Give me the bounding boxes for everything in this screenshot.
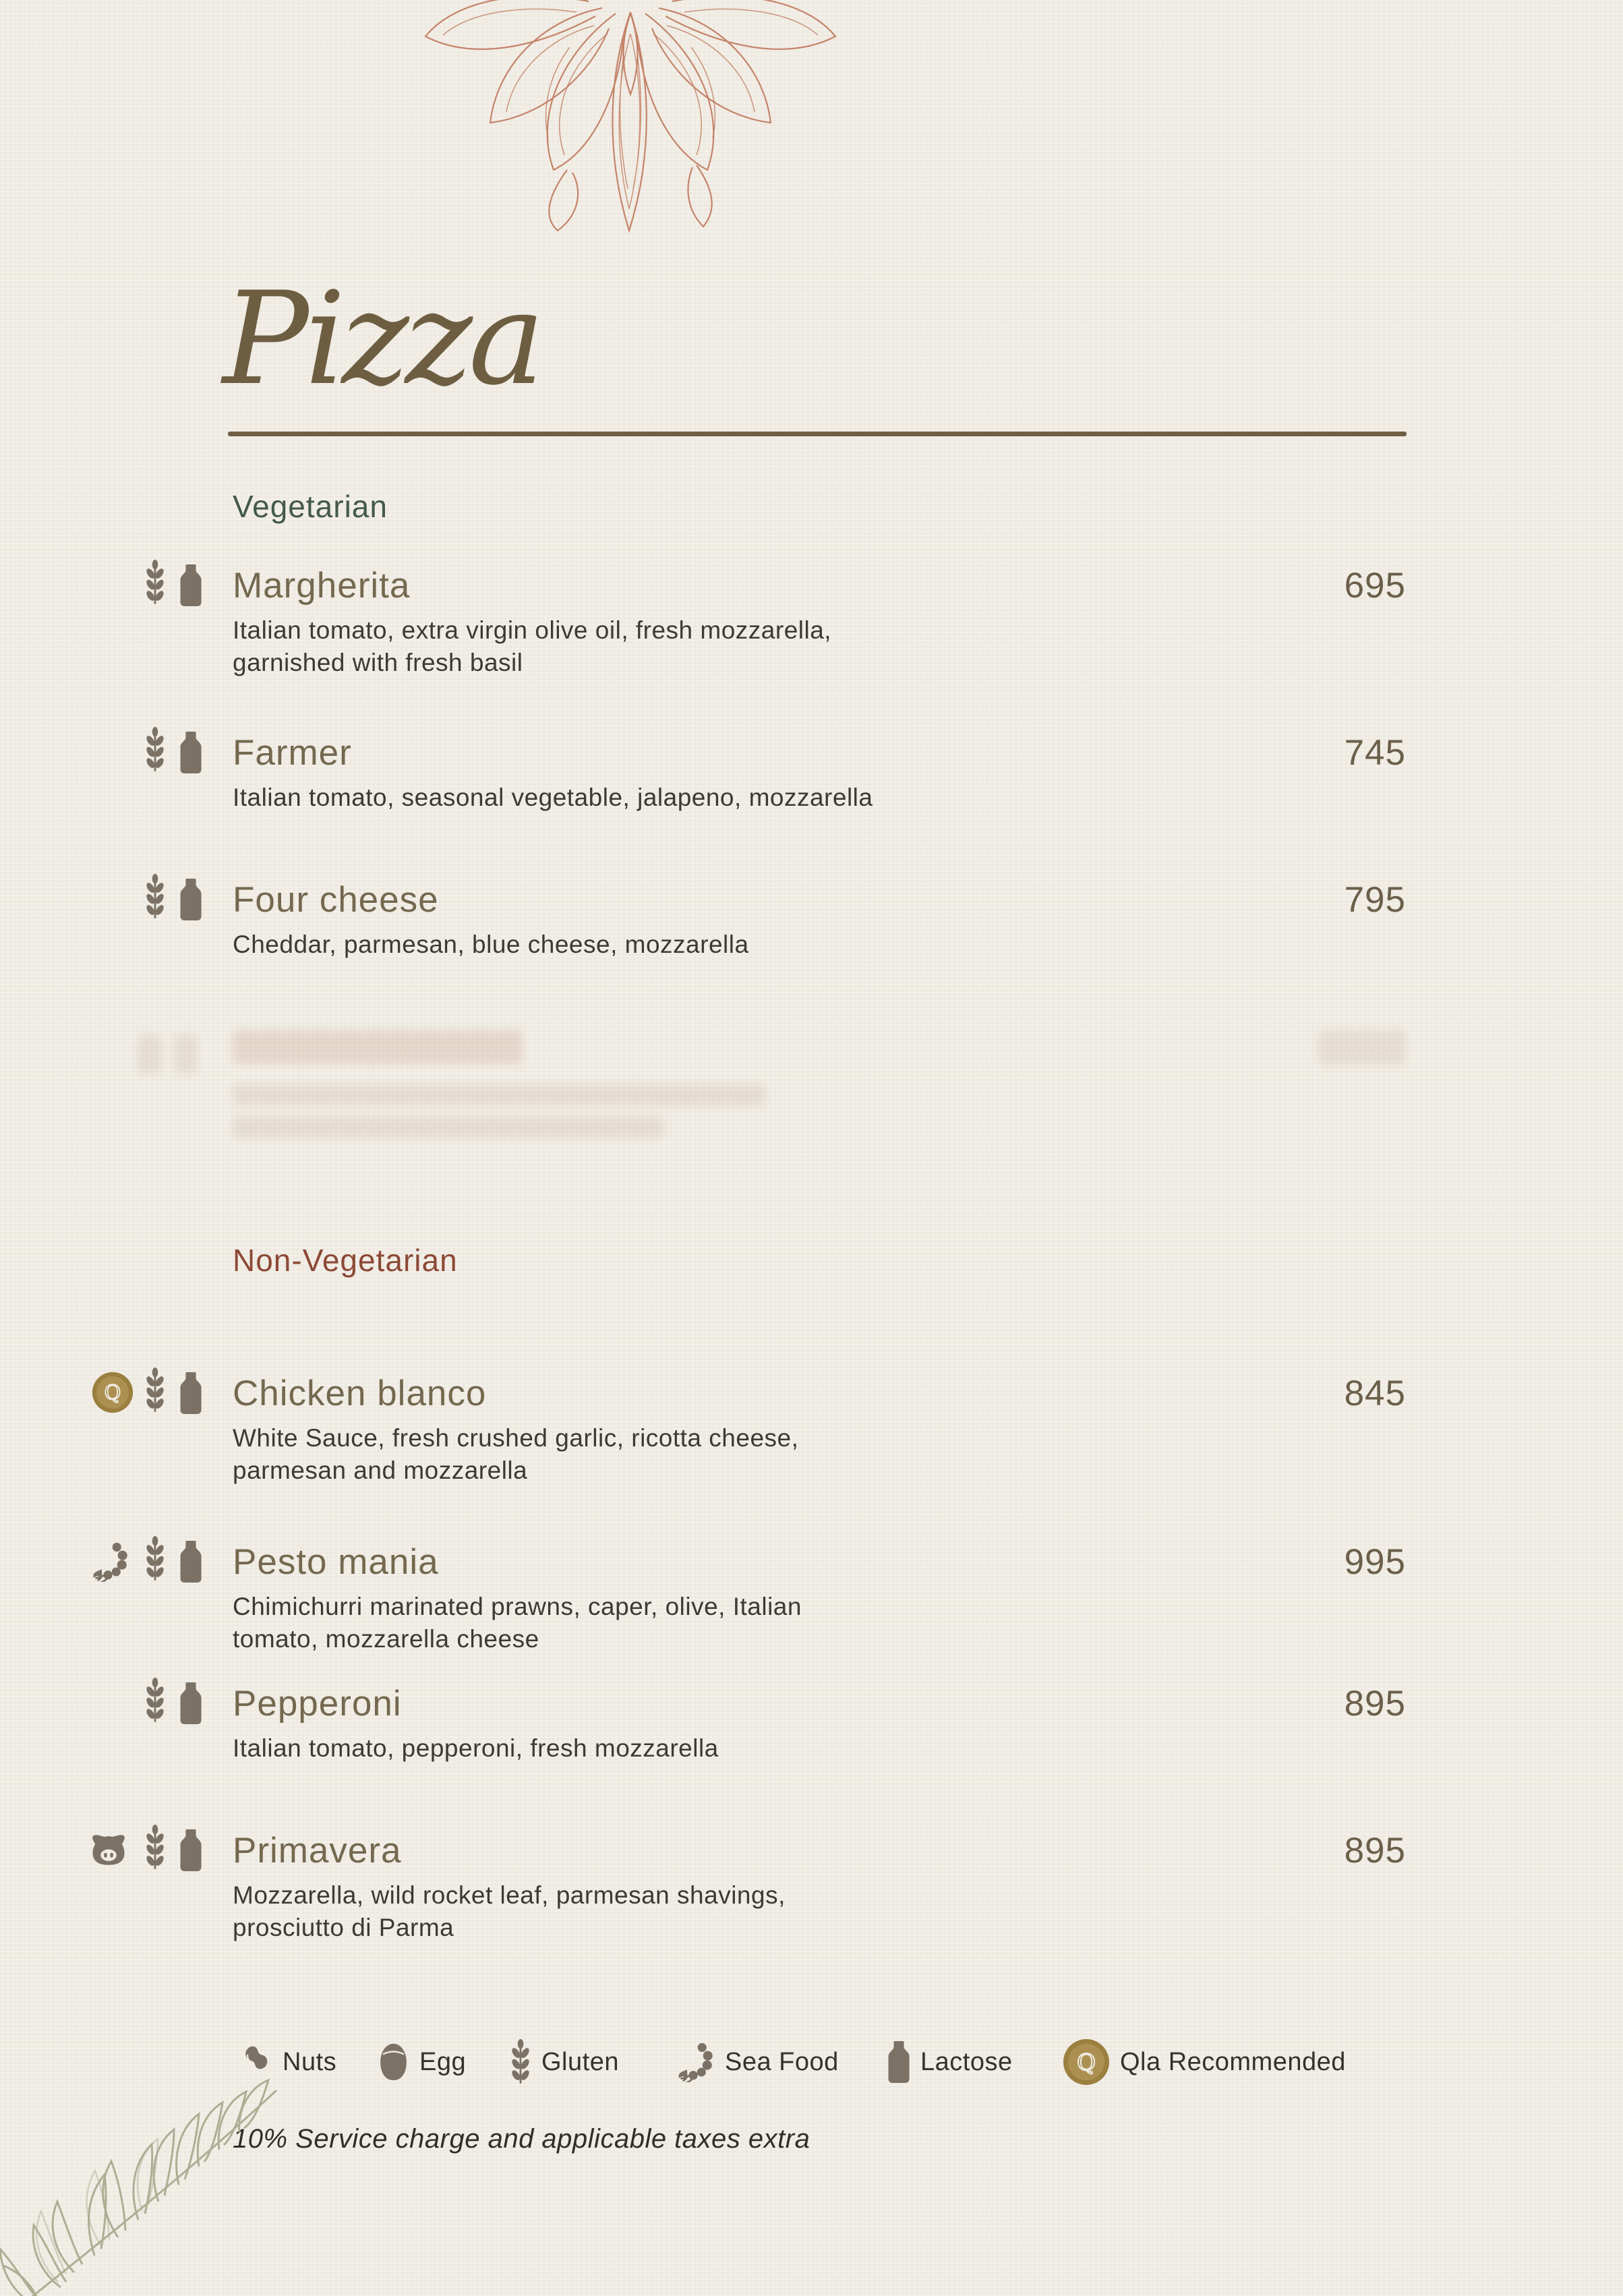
page-title: Pizza xyxy=(223,264,541,413)
item-price: 995 xyxy=(1344,1542,1406,1582)
item-price: 845 xyxy=(1344,1374,1406,1413)
faded-menu-item xyxy=(0,1030,1623,1152)
legend-label: Sea Food xyxy=(725,2047,839,2076)
item-name: Pesto mania xyxy=(233,1542,439,1582)
legend-label: Gluten xyxy=(541,2047,619,2076)
item-description: prosciutto di Parma xyxy=(233,1914,454,1941)
pork-icon xyxy=(89,1833,128,1868)
legend-entry-nuts xyxy=(236,2035,336,2089)
gluten-icon xyxy=(144,1678,166,1724)
section-label-non-vegetarian: Non-Vegetarian xyxy=(233,1243,458,1278)
item-name: Margherita xyxy=(233,566,411,606)
item-description: Italian tomato, seasonal vegetable, jalapeno, mozzarella xyxy=(233,784,873,811)
item-description: garnished with fresh basil xyxy=(233,649,523,676)
item-description: Mozzarella, wild rocket leaf, parmesan shavings, xyxy=(233,1881,786,1909)
gluten-icon xyxy=(144,727,166,773)
gluten-icon xyxy=(144,1367,166,1413)
item-name: Farmer xyxy=(233,733,352,773)
seafood-icon xyxy=(674,2042,715,2082)
lactose-icon xyxy=(887,2040,910,2084)
item-name: Chicken blanco xyxy=(233,1374,487,1413)
qla-recommended-icon xyxy=(92,1372,134,1413)
qla-recommended-icon xyxy=(1063,2038,1110,2086)
item-description: tomato, mozzarella cheese xyxy=(233,1625,539,1653)
item-description: Cheddar, parmesan, blue cheese, mozzarella xyxy=(233,931,749,958)
item-price: 895 xyxy=(1344,1684,1406,1724)
nuts-icon xyxy=(236,2043,272,2081)
gluten-icon xyxy=(144,1536,166,1582)
item-price: 795 xyxy=(1344,880,1406,920)
lactose-icon xyxy=(179,1372,202,1415)
legend-label: Lactose xyxy=(920,2047,1013,2076)
legend-entry-lactose xyxy=(887,2035,1013,2089)
title-rule xyxy=(228,432,1407,436)
lactose-icon xyxy=(179,564,202,607)
item-description: Italian tomato, pepperoni, fresh mozzarella xyxy=(233,1734,719,1762)
section-label-vegetarian: Vegetarian xyxy=(233,489,388,524)
item-name: Four cheese xyxy=(233,880,439,920)
lactose-icon xyxy=(179,878,202,921)
item-name: Primavera xyxy=(233,1831,402,1871)
item-description: White Sauce, fresh crushed garlic, ricotta cheese, xyxy=(233,1424,799,1452)
lactose-icon xyxy=(179,1540,202,1583)
item-description: Chimichurri marinated prawns, caper, olive, Italian xyxy=(233,1593,802,1620)
menu-item-four-cheese xyxy=(0,879,1623,1001)
seafood-icon xyxy=(89,1541,129,1582)
legend-entry-egg xyxy=(378,2035,466,2089)
legend-label: Qla Recommended xyxy=(1120,2047,1346,2076)
lactose-icon xyxy=(179,1682,202,1725)
gluten-icon xyxy=(144,1825,166,1871)
item-price: 895 xyxy=(1344,1831,1406,1871)
menu-item-margherita xyxy=(0,565,1623,686)
menu-item-pesto-mania xyxy=(0,1541,1623,1663)
lactose-icon xyxy=(179,731,202,774)
item-price: 745 xyxy=(1344,733,1406,773)
legend-label: Nuts xyxy=(283,2047,337,2076)
item-description: Italian tomato, extra virgin olive oil, fresh mozzarella, xyxy=(233,616,832,644)
item-description: parmesan and mozzarella xyxy=(233,1456,528,1484)
legend-entry-gluten xyxy=(510,2035,619,2089)
footer-note: 10% Service charge and applicable taxes extra xyxy=(233,2124,810,2154)
gluten-icon xyxy=(510,2039,531,2085)
legend-entry-seafood xyxy=(674,2035,839,2089)
gluten-icon xyxy=(144,874,166,920)
menu-item-pepperoni xyxy=(0,1683,1623,1804)
lactose-icon xyxy=(179,1829,202,1872)
item-name: Pepperoni xyxy=(233,1684,402,1724)
gluten-icon xyxy=(144,560,166,606)
menu-item-farmer xyxy=(0,732,1623,854)
menu-item-chicken-blanco xyxy=(0,1373,1623,1494)
legend-entry-qla-recommended xyxy=(1063,2035,1346,2089)
legend-label: Egg xyxy=(419,2047,467,2076)
item-price: 695 xyxy=(1344,566,1406,606)
menu-item-primavera xyxy=(0,1830,1623,1951)
egg-icon xyxy=(378,2042,409,2082)
flower-line-art xyxy=(367,0,887,243)
